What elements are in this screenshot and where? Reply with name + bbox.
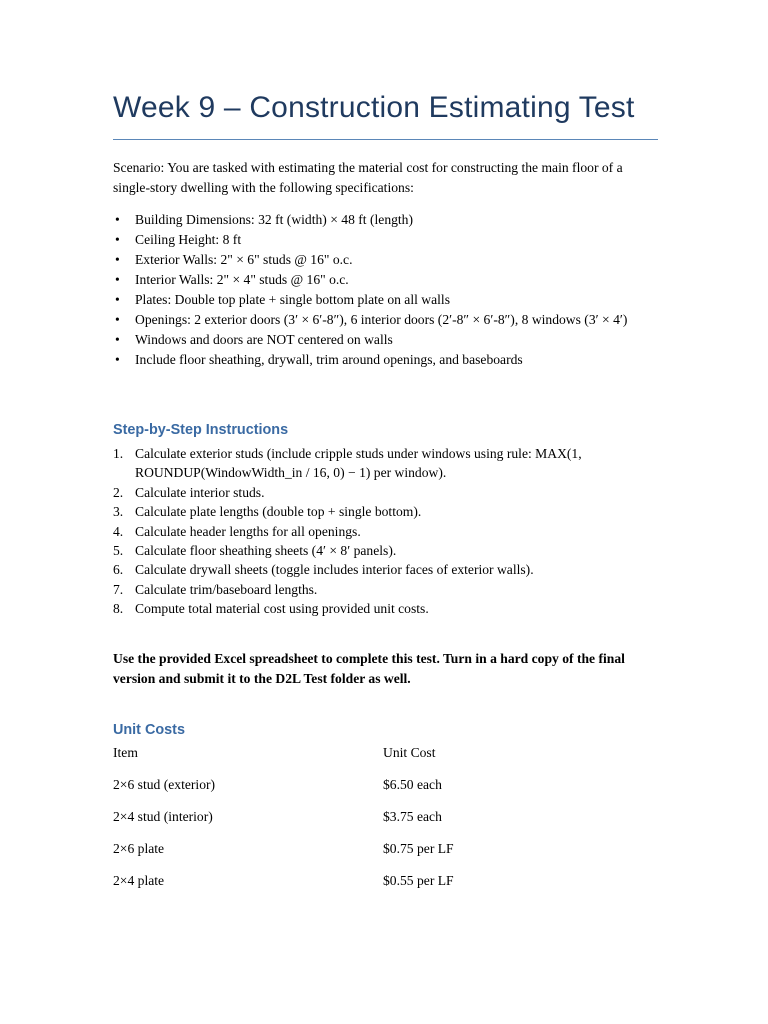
cost-value: $0.55 per LF xyxy=(383,873,454,888)
bullet-icon: • xyxy=(115,312,120,327)
spec-item xyxy=(113,250,658,270)
spec-text: Exterior Walls: 2" × 6" studs @ 16" o.c. xyxy=(135,252,353,267)
step-text: Calculate header lengths for all openings. xyxy=(135,523,361,539)
cost-item: 2×4 stud (interior) xyxy=(113,809,213,824)
spec-text: Interior Walls: 2" × 4" studs @ 16" o.c. xyxy=(135,272,349,287)
step-number: 4. xyxy=(113,523,124,539)
bullet-icon: • xyxy=(115,292,120,307)
cost-item: 2×6 stud (exterior) xyxy=(113,777,216,792)
step-item xyxy=(113,541,658,560)
step-item xyxy=(113,599,658,618)
step-item xyxy=(113,502,658,521)
cost-value: $3.75 each xyxy=(383,809,442,824)
unit-cost-row xyxy=(113,809,658,829)
step-item xyxy=(113,560,658,579)
title-divider xyxy=(113,139,658,140)
bullet-icon: • xyxy=(115,212,120,227)
step-number: 1. xyxy=(113,446,124,461)
bullet-icon: • xyxy=(115,352,120,367)
step-text: Calculate exterior studs (include cripple studs under windows using rule: MAX(1, ROUNDUP(WindowWidth_in / 16, 0) − 1) per window). xyxy=(135,446,582,481)
step-item xyxy=(113,580,658,599)
step-number: 2. xyxy=(113,484,124,500)
spec-text: Building Dimensions: 32 ft (width) × 48 ft (length) xyxy=(135,212,414,227)
spec-item xyxy=(113,310,658,330)
spec-text: Include floor sheathing, drywall, trim around openings, and baseboards xyxy=(135,352,523,367)
unit-cost-row xyxy=(113,777,658,797)
step-number: 3. xyxy=(113,504,124,520)
cost-item: 2×4 plate xyxy=(113,873,165,888)
spec-item xyxy=(113,230,658,250)
cost-item: 2×6 plate xyxy=(113,841,165,856)
bullet-icon: • xyxy=(115,272,120,287)
step-number: 7. xyxy=(113,581,124,597)
step-item xyxy=(113,522,658,541)
step-text: Calculate plate lengths (double top + single bottom). xyxy=(135,504,422,520)
scenario-paragraph: Scenario: You are tasked with estimating the material cost for constructing the main floor of a single-story dwelling with the following specifications: xyxy=(113,160,623,195)
step-number: 6. xyxy=(113,562,124,578)
bullet-icon: • xyxy=(115,232,120,247)
step-text: Calculate floor sheathing sheets (4′ × 8′ panels). xyxy=(135,543,397,559)
unit-costs-heading: Unit Costs xyxy=(113,722,185,738)
unit-cost-row xyxy=(113,873,658,893)
step-text: Calculate trim/baseboard lengths. xyxy=(135,581,318,597)
spec-item xyxy=(113,350,658,370)
cost-value: $0.75 per LF xyxy=(383,841,454,856)
submission-note: Use the provided Excel spreadsheet to complete this test. Turn in a hard copy of the final version and submit it to the D2L Test folder as well. xyxy=(113,651,625,686)
step-text: Calculate drywall sheets (toggle includes interior faces of exterior walls). xyxy=(135,562,534,578)
spec-text: Plates: Double top plate + single bottom plate on all walls xyxy=(135,292,450,307)
specifications-list xyxy=(113,210,658,370)
unit-cost-row xyxy=(113,841,658,861)
step-number: 8. xyxy=(113,601,124,617)
spec-item xyxy=(113,290,658,310)
step-text: Calculate interior studs. xyxy=(135,484,265,500)
steps-list xyxy=(113,444,658,619)
bullet-icon: • xyxy=(115,332,120,347)
step-text: Compute total material cost using provided unit costs. xyxy=(135,601,429,617)
page-title: Week 9 – Construction Estimating Test xyxy=(113,91,635,124)
spec-item xyxy=(113,210,658,230)
spec-text: Openings: 2 exterior doors (3′ × 6′-8″), 6 interior doors (2′-8″ × 6′-8″), 8 windows (3′ × 4′) xyxy=(135,312,628,327)
step-item xyxy=(113,483,658,502)
step-item xyxy=(113,444,658,483)
item-column-header: Item xyxy=(113,745,138,760)
spec-item xyxy=(113,270,658,290)
spec-item xyxy=(113,330,658,350)
cost-value: $6.50 each xyxy=(383,777,442,792)
steps-heading: Step-by-Step Instructions xyxy=(113,422,289,438)
spec-text: Ceiling Height: 8 ft xyxy=(135,232,242,247)
unit-cost-column-header: Unit Cost xyxy=(383,745,436,760)
spec-text: Windows and doors are NOT centered on walls xyxy=(135,332,393,347)
unit-costs-header-row xyxy=(113,745,658,765)
step-number: 5. xyxy=(113,543,124,559)
bullet-icon: • xyxy=(115,252,120,267)
